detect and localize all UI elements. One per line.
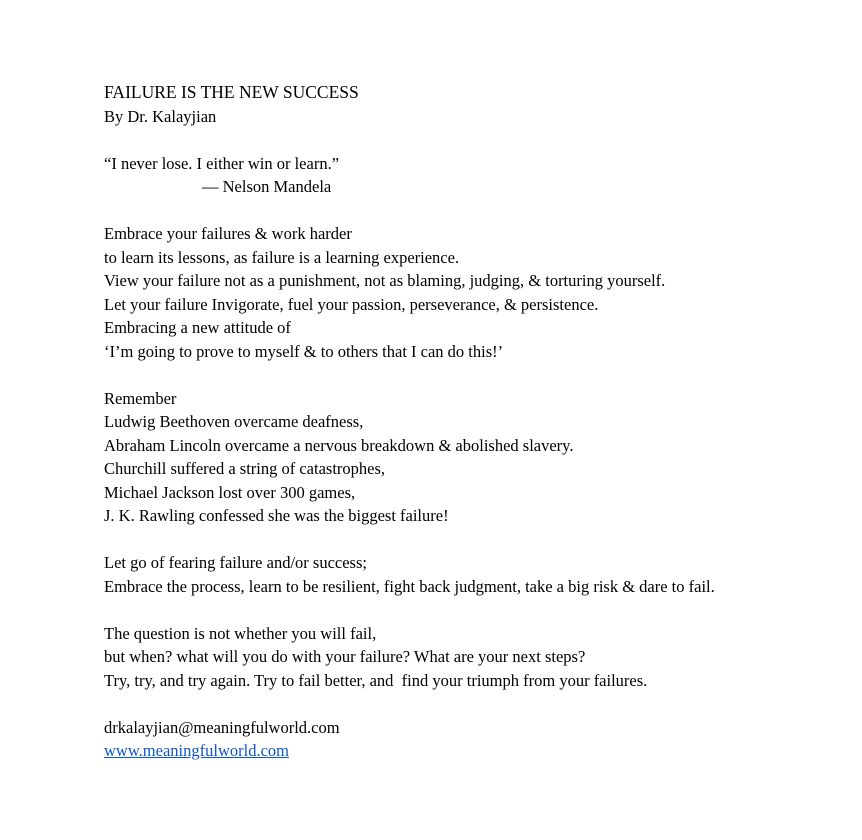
spacer: [104, 128, 844, 152]
paragraph-remember: [104, 387, 844, 528]
quote-text: “I never lose. I either win or learn.”: [104, 153, 340, 173]
text-line: but when? what will you do with your failure? What are your next steps?: [104, 647, 586, 666]
text-line: Michael Jackson lost over 300 games,: [104, 482, 356, 502]
text-line: Try, try, and try again. Try to fail better, and find your triumph from your failures.: [104, 670, 648, 690]
paragraph-question: [104, 622, 844, 693]
website-line: [104, 739, 844, 763]
paragraph-embrace: [104, 222, 844, 363]
website-link[interactable]: www.meaningfulworld.com: [104, 741, 289, 760]
document-title: FAILURE IS THE NEW SUCCESS: [104, 82, 359, 102]
contact-email: drkalayjian@meaningfulworld.com: [104, 717, 340, 737]
spacer: [104, 199, 844, 223]
text-line: Embrace your failures & work harder: [104, 224, 352, 243]
paragraph-let-go: [104, 551, 844, 598]
text-line: to learn its lessons, as failure is a learning experience.: [104, 247, 460, 267]
spacer: [104, 692, 844, 716]
text-line: Churchill suffered a string of catastrophes,: [104, 459, 386, 478]
text-line: Abraham Lincoln overcame a nervous breakdown & abolished slavery.: [104, 435, 574, 455]
byline: By Dr. Kalayjian: [104, 106, 217, 126]
text-line: Embrace the process, learn to be resilient, fight back judgment, take a big risk & dare to fail.: [104, 576, 715, 596]
text-line: J. K. Rawling confessed she was the biggest failure!: [104, 506, 449, 525]
quote-attribution: — Nelson Mandela: [202, 177, 332, 196]
text-line: Let your failure Invigorate, fuel your passion, perseverance, & persistence.: [104, 294, 599, 314]
spacer: [104, 528, 844, 552]
text-line: View your failure not as a punishment, not as blaming, judging, & torturing yourself.: [104, 271, 666, 290]
text-line: Embracing a new attitude of: [104, 318, 291, 337]
text-line: The question is not whether you will fail,: [104, 623, 377, 643]
spacer: [104, 598, 844, 622]
text-line: Ludwig Beethoven overcame deafness,: [104, 412, 364, 431]
text-line: Remember: [104, 388, 177, 408]
document-page: [104, 81, 844, 763]
spacer: [104, 363, 844, 387]
text-line: ‘I’m going to prove to myself & to others that I can do this!’: [104, 341, 504, 361]
text-line: Let go of fearing failure and/or success;: [104, 553, 367, 572]
